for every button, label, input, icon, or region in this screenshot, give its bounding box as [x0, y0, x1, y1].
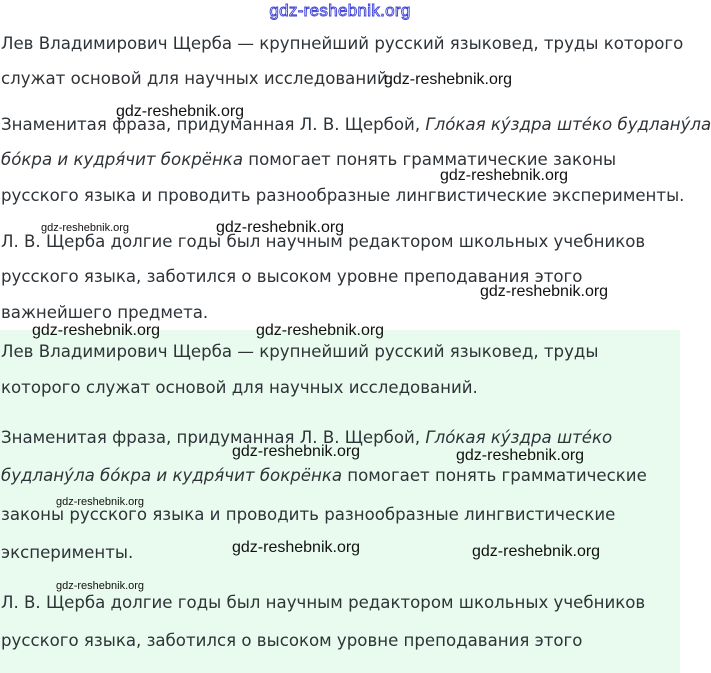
paragraph-line	[1, 115, 711, 135]
paragraph-line	[1, 466, 647, 486]
paragraph-line: законы русского языка и проводить разнообразные лингвистические	[1, 505, 616, 524]
watermark: gdz-reshebnik.org	[41, 222, 130, 234]
text-span: Знаменитая фраза, придуманная Л. В. Щербой,	[1, 115, 426, 134]
paragraph-line: Лев Владимирович Щерба — крупнейший русский языковед, труды которого	[1, 34, 684, 53]
paragraph-line: русского языка, заботился о высоком уровне преподавания этого	[1, 267, 583, 286]
watermark: gdz-reshebnik.org	[440, 167, 569, 184]
italic-phrase: бо́кра и кудря́чит бокрёнка	[1, 150, 243, 169]
paragraph-line: эксперименты.	[1, 543, 134, 562]
watermark: gdz-reshebnik.org	[32, 322, 161, 339]
text-span: помогает понять грамматические законы	[243, 150, 617, 169]
italic-phrase: Гло́кая ку́здра ште́ко	[425, 428, 613, 447]
watermark: gdz-reshebnik.org	[256, 322, 385, 339]
paragraph-line: русского языка и проводить разнообразные лингвистические эксперименты.	[1, 186, 685, 205]
watermark: gdz-reshebnik.org	[56, 496, 145, 508]
paragraph-line: русского языка, заботился о высоком уровне преподавания этого	[1, 631, 583, 650]
paragraph-line: Лев Владимирович Щерба — крупнейший русский языковед, труды	[1, 342, 599, 361]
site-watermark-header: gdz-reshebnik.org	[269, 1, 411, 20]
watermark: gdz-reshebnik.org	[232, 443, 361, 460]
text-span: Знаменитая фраза, придуманная Л. В. Щербой,	[1, 428, 426, 447]
italic-phrase: будлану́ла бо́кра и кудря́чит бокрёнка	[1, 466, 343, 485]
watermark: gdz-reshebnik.org	[456, 447, 585, 464]
watermark: gdz-reshebnik.org	[216, 219, 345, 236]
paragraph-line: Л. В. Щерба долгие годы был научным редактором школьных учебников	[1, 232, 646, 251]
watermark: gdz-reshebnik.org	[116, 103, 245, 120]
paragraph-line: которого служат основой для научных исследований.	[1, 378, 478, 397]
paragraph-line: Л. В. Щерба долгие годы был научным редактором школьных учебников	[1, 593, 646, 612]
watermark: gdz-reshebnik.org	[232, 539, 361, 556]
italic-phrase: Гло́кая ку́здра ште́ко будлану́ла	[425, 115, 711, 134]
watermark: gdz-reshebnik.org	[384, 71, 513, 88]
watermark: gdz-reshebnik.org	[480, 283, 609, 300]
watermark: gdz-reshebnik.org	[56, 580, 145, 592]
text-span: помогает понять грамматические	[342, 466, 647, 485]
paragraph-line: важнейшего предмета.	[1, 303, 209, 322]
text-panel-white	[0, 0, 711, 330]
watermark: gdz-reshebnik.org	[472, 543, 601, 560]
paragraph-line: служат основой для научных исследований.	[1, 69, 394, 88]
